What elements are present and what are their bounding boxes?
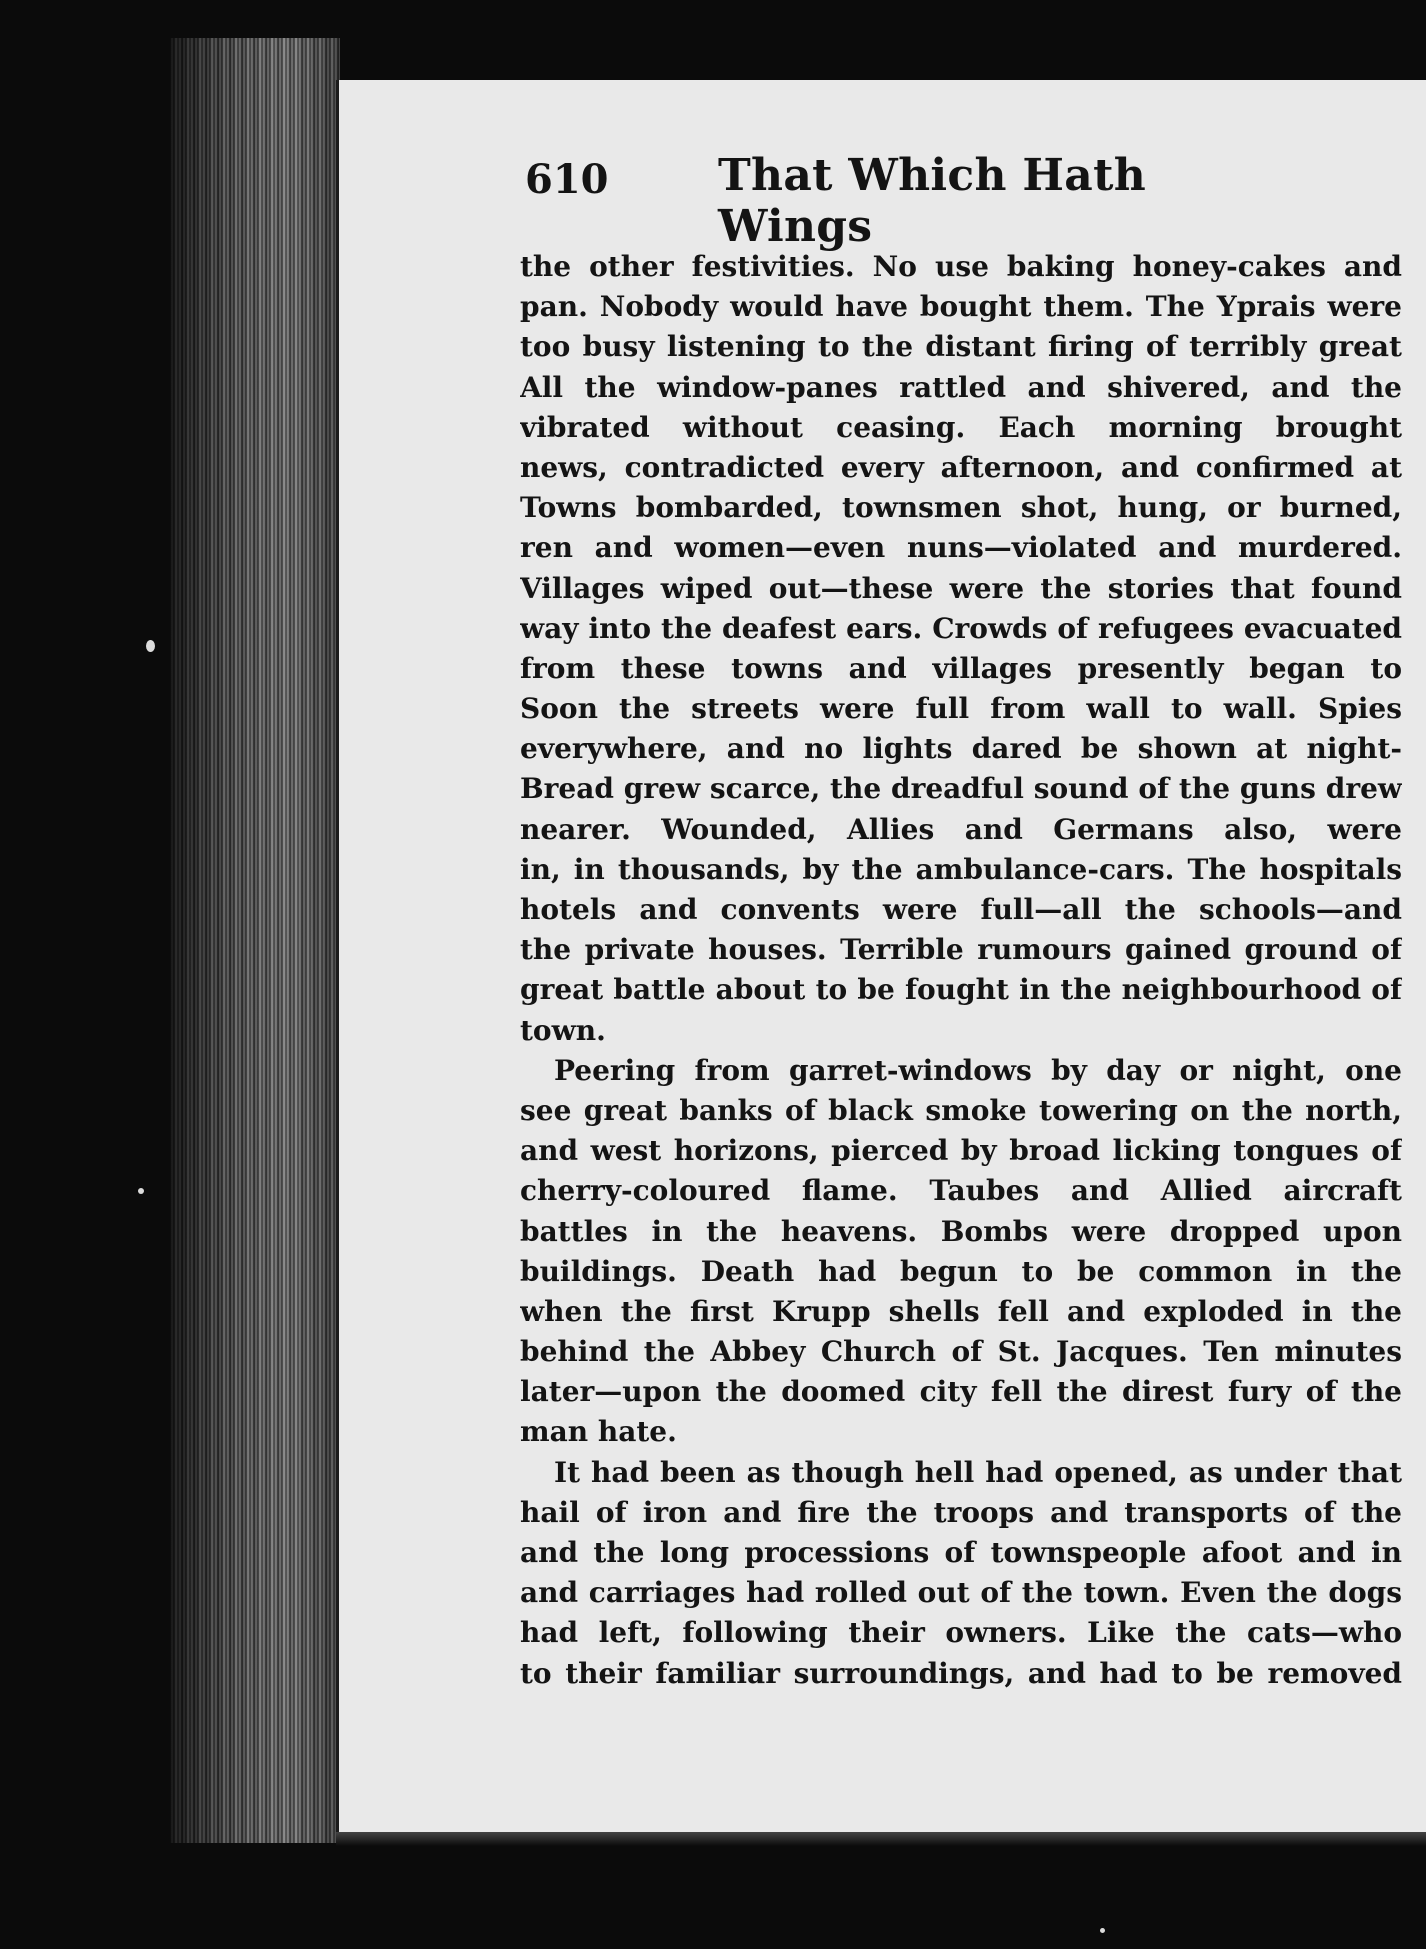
text-line: hail of iron and fire the troops and transports of the	[520, 1495, 1402, 1529]
text-line: and west horizons, pierced by broad licking tongues of	[520, 1134, 1402, 1168]
text-line: way into the deafest ears. Crowds of refugees evacuated	[520, 611, 1402, 645]
text-line: Soon the streets were full from wall to wall. Spies	[520, 692, 1402, 726]
gutter-shadow	[170, 38, 340, 1843]
text-line: behind the Abbey Church of St. Jacques. Ten minutes	[520, 1335, 1402, 1369]
text-line: town.	[520, 1013, 606, 1047]
running-header	[525, 150, 1245, 252]
text-line: in, in thousands, by the ambulance-cars. The hospitals	[520, 852, 1402, 886]
text-line: great battle about to be fought in the neighbourhood of	[520, 973, 1402, 1007]
text-line: to their familiar surroundings, and had to be removed	[520, 1656, 1402, 1690]
page-bottom-edge	[336, 1832, 1426, 1846]
text-line: ren and women—even nuns—violated and murdered.	[520, 531, 1402, 565]
text-line: Villages wiped out—these were the stories that found	[520, 571, 1402, 605]
text-line: later—upon the doomed city fell the direst fury of the	[520, 1375, 1402, 1409]
text-line: buildings. Death had begun to be common in the	[520, 1254, 1402, 1288]
scan-speck	[138, 1188, 144, 1194]
page-number: 610	[525, 156, 609, 203]
text-line: Bread grew scarce, the dreadful sound of the guns drew	[520, 772, 1402, 806]
text-line: Towns bombarded, townsmen shot, hung, or burned,	[520, 491, 1402, 525]
text-line: and carriages had rolled out of the town. Even the dogs	[520, 1576, 1402, 1610]
text-line: man hate.	[520, 1415, 677, 1449]
text-line: everywhere, and no lights dared be shown at night-	[520, 732, 1402, 766]
body-text	[520, 247, 1402, 1694]
text-line: pan. Nobody would have bought them. The Yprais were	[520, 290, 1402, 324]
text-line: battles in the heavens. Bombs were dropped upon	[520, 1214, 1402, 1248]
text-line: too busy listening to the distant firing of terribly great	[520, 330, 1402, 364]
text-line: All the window-panes rattled and shivered, and the	[520, 370, 1402, 404]
text-line: cherry-coloured flame. Taubes and Allied aircraft	[520, 1174, 1402, 1208]
text-line: Peering from garret-windows by day or night, one	[554, 1053, 1402, 1087]
text-line: It had been as though hell had opened, as under that	[554, 1455, 1402, 1489]
text-line: nearer. Wounded, Allies and Germans also, were	[520, 812, 1402, 846]
text-line: the other festivities. No use baking honey-cakes and	[520, 250, 1402, 283]
text-line: hotels and convents were full—all the schools—and	[520, 893, 1402, 926]
text-line: the private houses. Terrible rumours gained ground of	[520, 933, 1402, 967]
text-line: from these towns and villages presently began to	[520, 651, 1402, 685]
text-line: had left, following their owners. Like the cats—who	[520, 1616, 1402, 1650]
text-line: vibrated without ceasing. Each morning brought	[520, 410, 1402, 444]
text-line: see great banks of black smoke towering on the north,	[520, 1093, 1402, 1127]
scan-speck	[146, 640, 155, 652]
text-line: news, contradicted every afternoon, and confirmed at	[520, 450, 1402, 484]
text-line: when the first Krupp shells fell and exploded in the	[520, 1294, 1402, 1328]
text-line: and the long processions of townspeople afoot and in	[520, 1536, 1402, 1569]
running-title: That Which Hath Wings	[718, 150, 1146, 252]
scan-speck	[1100, 1928, 1105, 1933]
